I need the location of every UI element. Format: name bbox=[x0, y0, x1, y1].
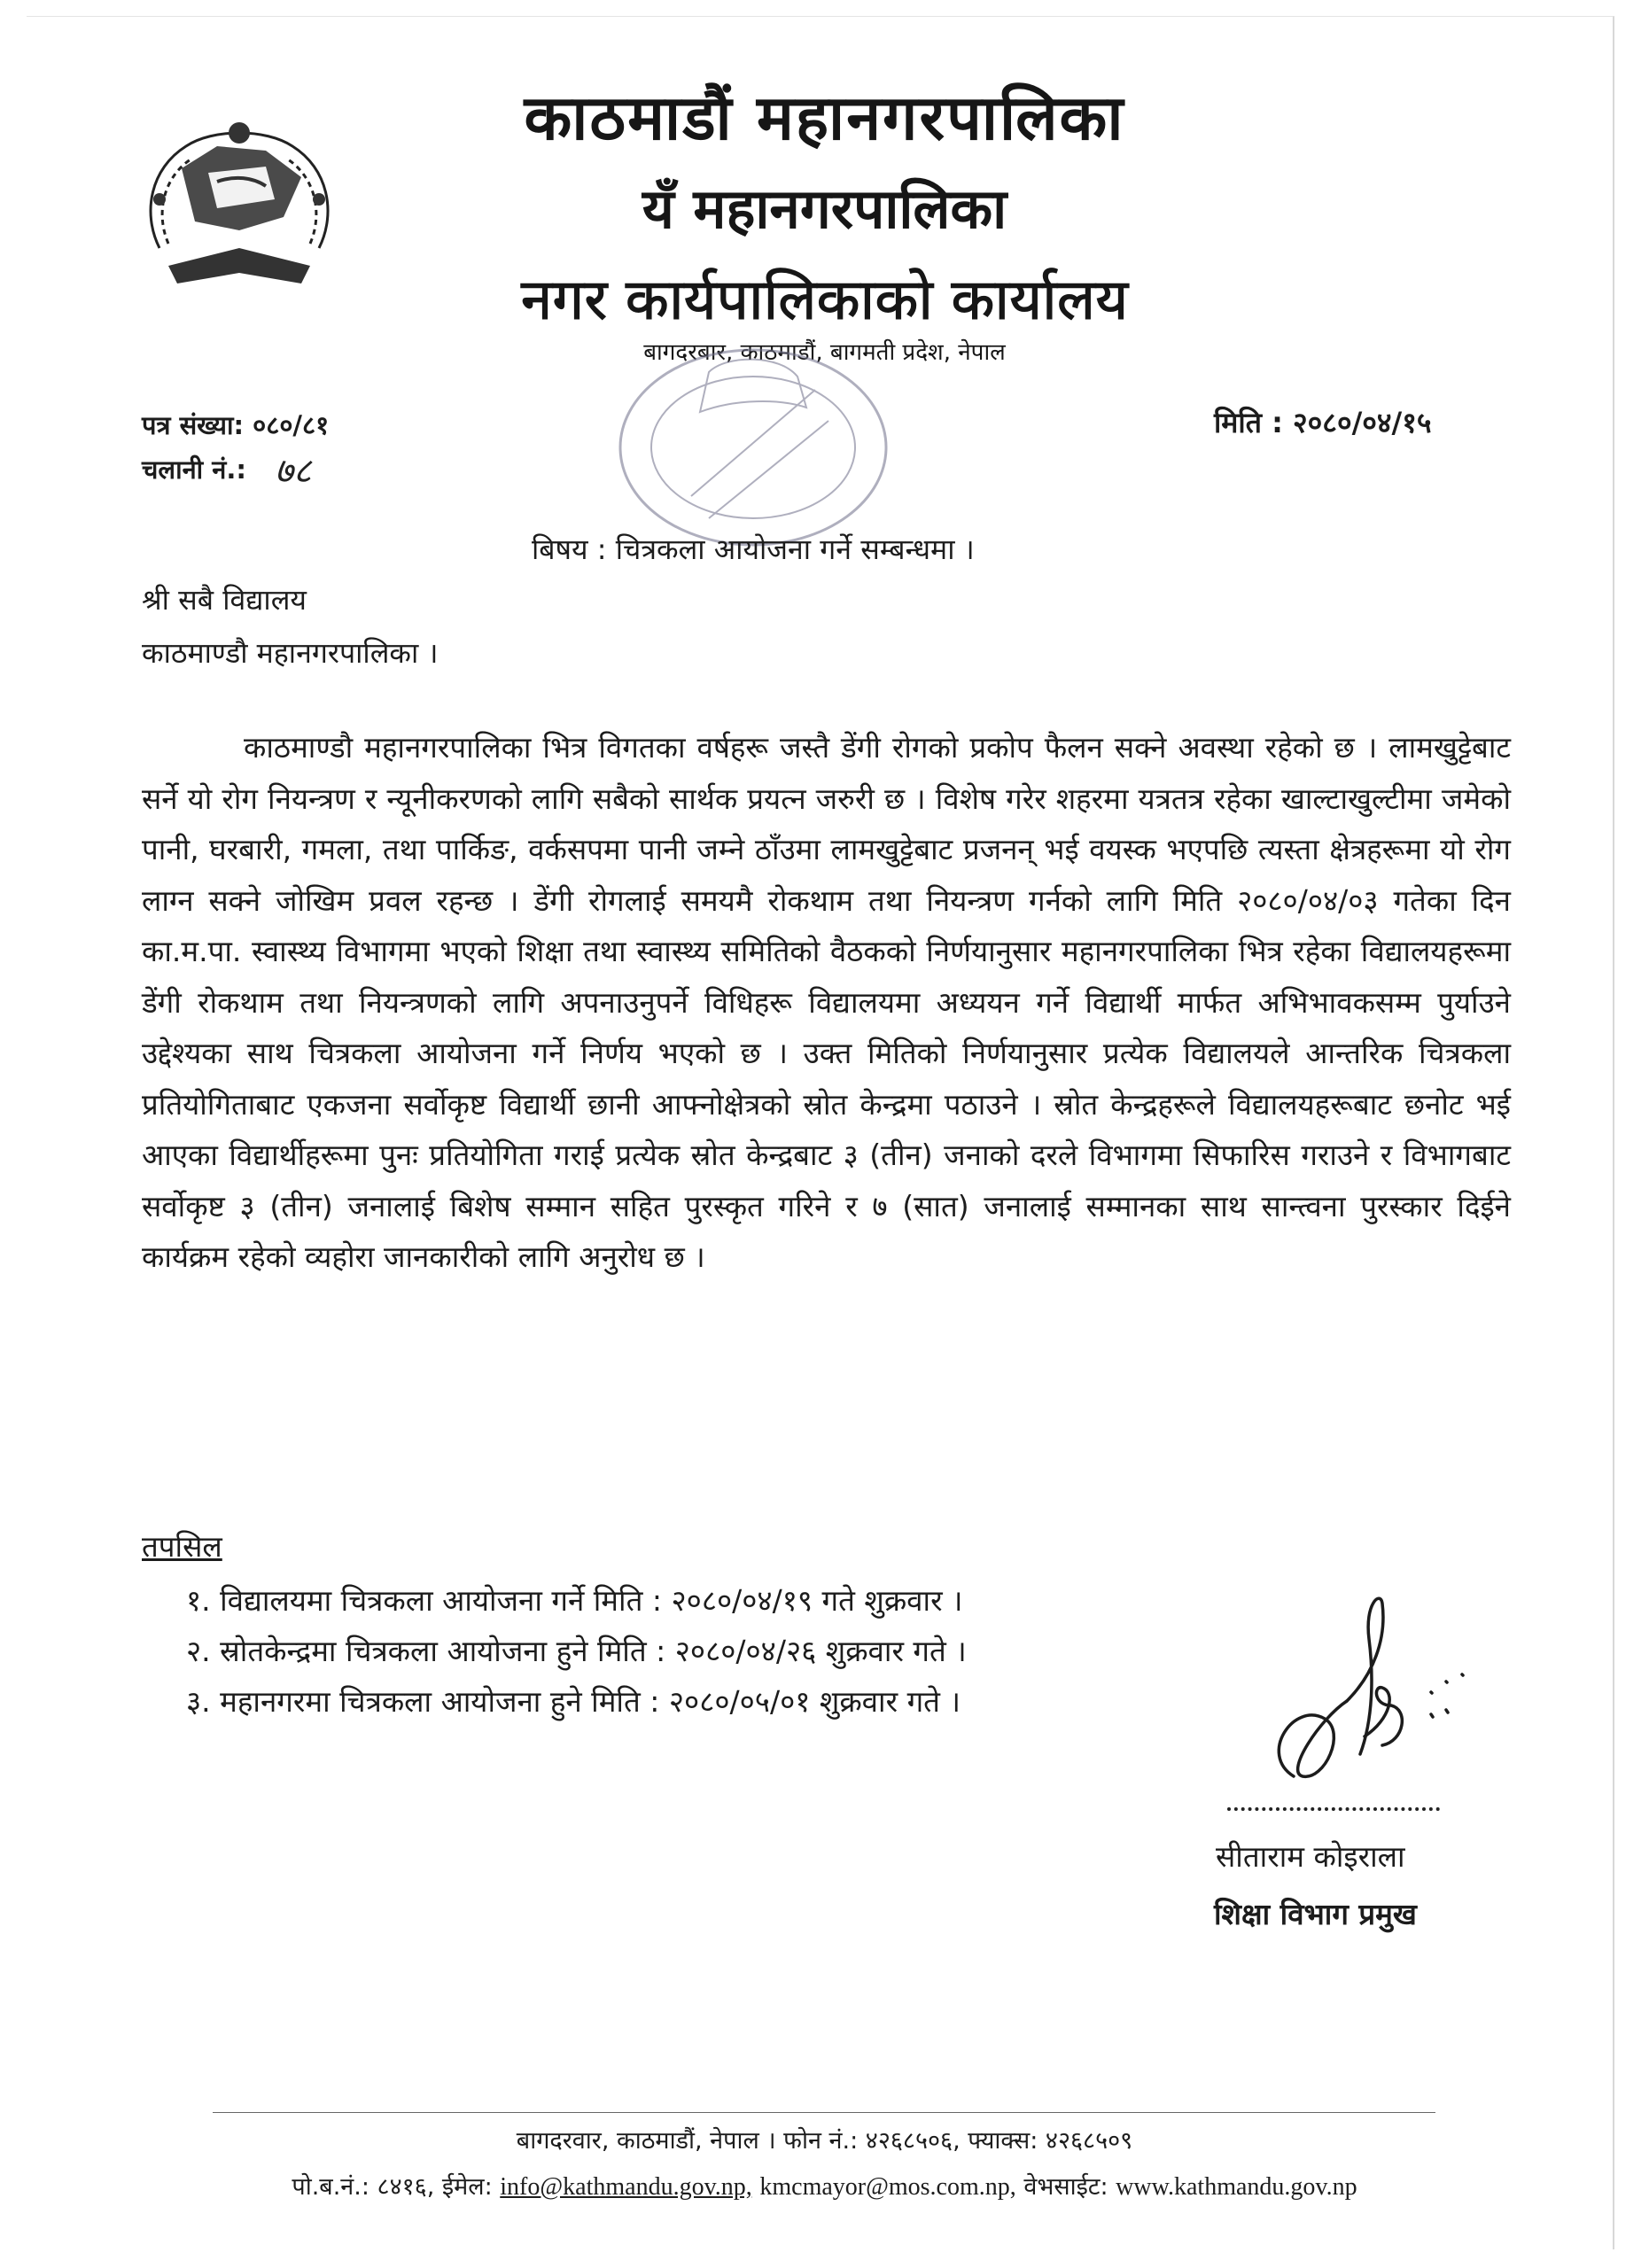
chalani-number: ७८ bbox=[275, 451, 312, 492]
header-address: बागदरबार, काठमाडौं, बागमती प्रदेश, नेपाल bbox=[643, 339, 1006, 366]
footer-divider bbox=[213, 2112, 1435, 2113]
schedule-item: २. स्रोतकेन्द्रमा चित्रकला आयोजना हुने मिति : २०८०/०४/२६ शुक्रवार गते । bbox=[186, 1634, 967, 1668]
schedule-item: ३. महानगरमा चित्रकला आयोजना हुने मिति : २०८०/०५/०१ शुक्रवार गते । bbox=[186, 1684, 961, 1719]
handwritten-signature bbox=[1241, 1586, 1506, 1807]
letter-body: काठमाण्डौ महानगरपालिका भित्र विगतका वर्षहरू जस्तै डेंगी रोगको प्रकोप फैलन सक्ने अवस्था रहेको छ । लामखुट्टेबाट सर्ने यो रोग नियन्त्रण र न्यूनीकरणको लागि सबैको सार्थक प्रयत्न जरुरी छ । विशेष गरेर शहरमा यत्रतत्र रहेका खाल्टाखुल्टीमा जमेको पानी, घरबारी, गमला, तथा पार्किङ, वर्कसपमा पानी जम्ने ठाँउमा लामखुट्टेबाट प्रजनन् भई वयस्क भएपछि त्यस्ता क्षेत्रहरूमा यो रोग लाग्न सक्ने जोखिम प्रवल रहन्छ । डेंगी रोगलाई समयमै रोकथाम तथा नियन्त्रण गर्नको लागि मिति २०८०/०४/०३ गतेका दिन का.म.पा. स्वास्थ्य विभागमा भएको शिक्षा तथा स्वास्थ्य समितिको वैठकको निर्णयानुसार महानगरपालिका भित्र रहेका विद्यालयहरूमा डेंगी रोकथाम तथा नियन्त्रणको लागि अपनाउनुपर्ने विधिहरू विद्यालयमा अध्ययन गर्ने विद्यार्थी मार्फत अभिभावकसम्म पुर्याउने उद्देश्यका साथ चित्रकला आयोजना गर्ने निर्णय भएको छ । उक्त मितिको निर्णयानुसार प्रत्येक विद्यालयले आन्तरिक चित्रकला प्रतियोगिताबाट एकजना सर्वोकृष्ट विद्यार्थी छानी आफ्नोक्षेत्रको स्रोत केन्द्रमा पठाउने । स्रोत केन्द्रहरूले विद्यालयहरूबाट छनोट भई आएका विद्यार्थीहरूमा पुनः प्रतियोगिता गराई प्रत्येक स्रोत केन्द्रबाट ३ (तीन) जनाको दरले विभागमा सिफारिस गराउने र विभागबाट सर्वोकृष्ट ३ (तीन) जनालाई बिशेष सम्मान सहित पुरस्कृत गरिने र ७ (सात) जनालाई सम्मानका साथ सान्त्वना पुरस्कार दिईने कार्यक्रम रहेको व्यहोरा जानकारीको लागि अनुरोध छ । bbox=[142, 730, 1511, 1274]
footer-mayor-email[interactable]: kmcmayor@mos.com.np, bbox=[759, 2173, 1016, 2201]
footer-website-label: वेभसाईट: bbox=[1023, 2173, 1108, 2201]
chalani-label: चलानी नं.: bbox=[142, 454, 246, 485]
signature-line bbox=[1227, 1807, 1440, 1811]
schedule-heading: तपसिल bbox=[142, 1529, 222, 1564]
footer-web bbox=[0, 2169, 1649, 2202]
signatory-title: शिक्षा विभाग प्रमुख bbox=[1214, 1897, 1417, 1931]
footer-email-link[interactable]: info@kathmandu.gov.np, bbox=[500, 2173, 752, 2201]
municipality-name: काठमाडौं महानगरपालिका bbox=[524, 82, 1125, 154]
footer-contact: बागदरवार, काठमाडौं, नेपाल । फोन नं.: ४२६८५०६, फ्याक्स: ४२६८५०९ bbox=[516, 2127, 1133, 2155]
letter-date: मिति : २०८०/०४/१५ bbox=[1214, 406, 1432, 439]
schedule-list bbox=[186, 1575, 967, 1727]
municipality-name-script: यँ महानगरपालिका bbox=[642, 176, 1007, 241]
signatory-name: सीताराम कोइराला bbox=[1216, 1839, 1405, 1874]
footer-website-link[interactable]: www.kathmandu.gov.np bbox=[1116, 2173, 1357, 2201]
schedule-item: १. विद्यालयमा चित्रकला आयोजना गर्ने मिति : २०८०/०४/१९ गते शुक्रवार । bbox=[186, 1583, 963, 1618]
addressee-line-2: काठमाण्डौ महानगरपालिका । bbox=[142, 636, 439, 670]
office-name: नगर कार्यपालिकाको कार्यालय bbox=[520, 268, 1129, 333]
letter-number: पत्र संख्या: ०८०/८१ bbox=[142, 410, 330, 440]
addressee-line-1: श्री सबै विद्यालय bbox=[142, 583, 307, 617]
footer-pobox-email-label: पो.ब.नं.: ८४१६, ईमेल: bbox=[292, 2173, 493, 2201]
subject-line: बिषय : चित्रकला आयोजना गर्ने सम्बन्धमा । bbox=[532, 532, 975, 566]
office-stamp bbox=[603, 337, 904, 558]
